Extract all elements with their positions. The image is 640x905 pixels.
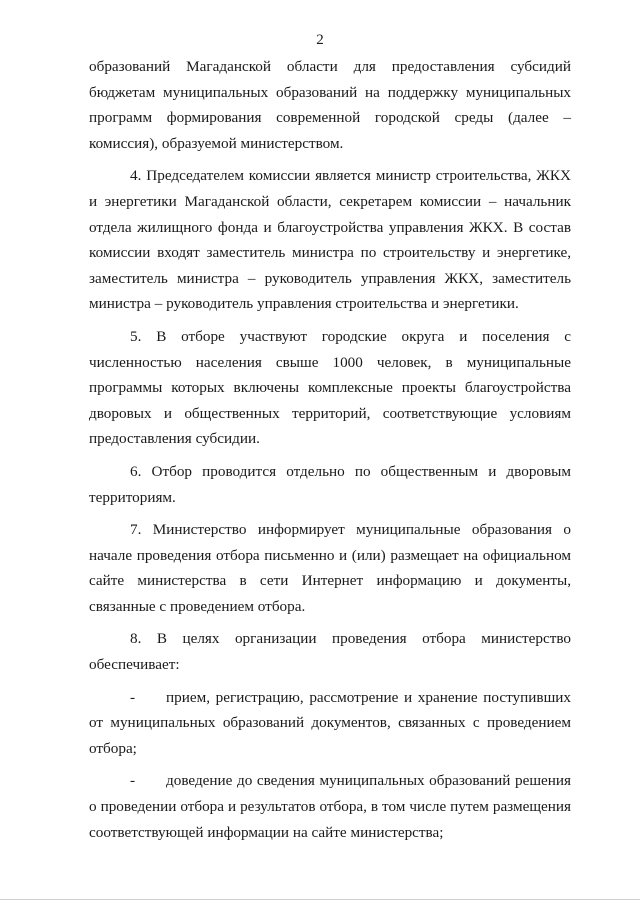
bullet-text: доведение до сведения муниципальных образований решения о проведении отбора и результатов отбора, в том числе путем размещения соответствующей информации на сайте министерства; bbox=[89, 772, 571, 841]
paragraph-4: 4. Председателем комиссии является министр строительства, ЖКХ и энергетики Магаданской области, секретарем комиссии – начальник отдела жилищного фонда и благоустройства управления ЖКХ. В состав комиссии входят заместитель министра по строительству и энергетике, заместитель министра – руководитель управления ЖКХ, заместитель министра – руководитель управления строительства и энергетики. bbox=[89, 167, 571, 313]
bullet-dash: - bbox=[130, 772, 136, 790]
paragraph-5: 5. В отборе участвуют городские округа и поселения с численностью населения свыше 1000 человек, в муниципальные программы которых включены комплексные проекты благоустройства дворовых и общественных территорий, соответствующие условиям предоставления субсидии. bbox=[89, 327, 571, 448]
document-body bbox=[89, 54, 571, 852]
paragraph-continuation: образований Магаданской области для предоставления субсидий бюджетам муниципальных образований на поддержку муниципальных программ формирования современной городской среды (далее – комиссия), образуемой министерством. bbox=[89, 58, 571, 152]
bullet-item-1 bbox=[89, 685, 571, 762]
bullet-text: прием, регистрацию, рассмотрение и хранение поступивших от муниципальных образований документов, связанных с проведением отбора; bbox=[89, 688, 571, 757]
bullet-item-2 bbox=[89, 768, 571, 845]
bullet-dash: - bbox=[130, 688, 136, 706]
paragraph-6: 6. Отбор проводится отдельно по общественным и дворовым территориям. bbox=[89, 462, 571, 506]
page-number: 2 bbox=[316, 32, 324, 48]
paragraph-8: 8. В целях организации проведения отбора министерство обеспечивает: bbox=[89, 630, 571, 674]
scan-edge-line bbox=[0, 899, 640, 900]
paragraph-7: 7. Министерство информирует муниципальные образования о начале проведения отбора письменно и (или) размещает на официальном сайте министерства в сети Интернет информацию и документы, связанные с проведением отбора. bbox=[89, 521, 571, 615]
